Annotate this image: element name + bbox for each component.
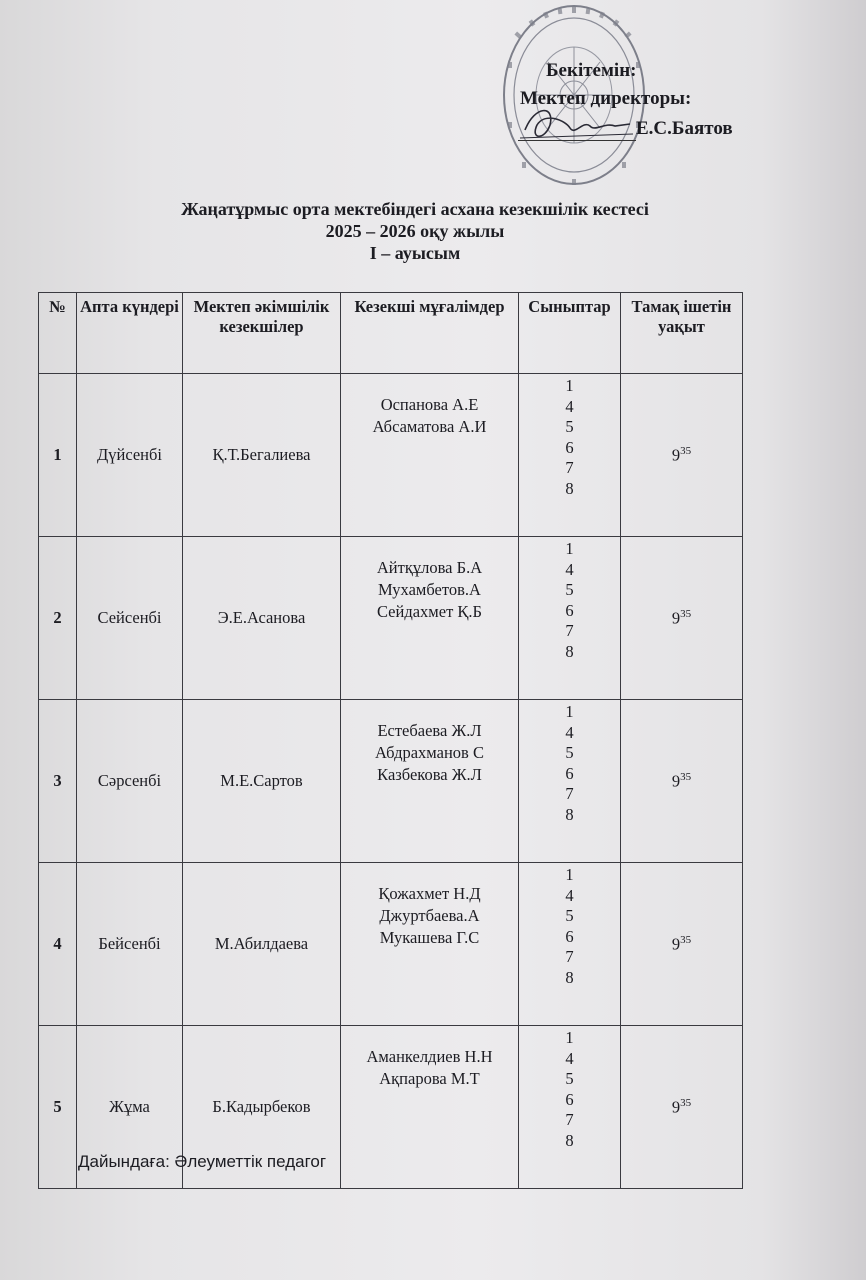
class-number: 1 — [565, 702, 574, 721]
class-number: 5 — [565, 743, 574, 762]
meal-time-hour: 9 — [671, 1097, 681, 1117]
meal-time-cell — [621, 374, 743, 537]
class-number: 1 — [565, 865, 574, 884]
header-teachers: Кезекші мұғалімдер — [341, 293, 519, 374]
row-number: 5 — [39, 1026, 77, 1189]
teachers-cell — [341, 1026, 519, 1189]
row-number: 1 — [39, 374, 77, 537]
meal-time-cell — [621, 700, 743, 863]
table-row — [39, 374, 743, 537]
approval-heading: Бекітемін: — [546, 60, 637, 81]
class-number: 7 — [565, 947, 574, 966]
meal-time-minutes: 35 — [680, 444, 692, 457]
class-number: 7 — [565, 621, 574, 640]
row-number: 2 — [39, 537, 77, 700]
day-cell: Жұма — [77, 1026, 183, 1189]
teacher-name: Казбекова Ж.Л — [377, 765, 482, 784]
class-number: 7 — [565, 458, 574, 477]
classes-cell — [519, 700, 621, 863]
teacher-name: Абсаматова А.И — [372, 417, 487, 436]
class-number: 5 — [565, 906, 574, 925]
table-row — [39, 863, 743, 1026]
class-number: 6 — [565, 926, 574, 946]
director-name: Е.С.Баятов — [636, 118, 733, 139]
class-number: 5 — [565, 417, 574, 436]
day-cell: Бейсенбі — [77, 863, 183, 1026]
classes-cell — [519, 537, 621, 700]
class-number: 4 — [565, 559, 574, 579]
day-cell: Сәрсенбі — [77, 700, 183, 863]
title-line-1: Жаңатұрмыс орта мектебіндегі асхана кезекшілік кестесі — [181, 199, 649, 219]
table-header-row — [39, 293, 743, 374]
class-number: 1 — [565, 539, 574, 558]
meal-time-minutes: 35 — [680, 770, 692, 783]
meal-time-minutes: 35 — [680, 607, 692, 620]
approval-role: Мектеп директоры: — [520, 88, 692, 109]
teacher-name: Сейдахмет Қ.Б — [376, 602, 483, 621]
class-number: 1 — [565, 1028, 574, 1047]
class-number: 8 — [565, 641, 574, 661]
day-cell: Дүйсенбі — [77, 374, 183, 537]
classes-cell — [519, 863, 621, 1026]
meal-time-cell — [621, 863, 743, 1026]
meal-time-hour: 9 — [671, 771, 681, 791]
classes-cell — [519, 1026, 621, 1189]
row-number: 4 — [39, 863, 77, 1026]
teacher-name: Естебаева Ж.Л — [377, 721, 482, 740]
row-number: 3 — [39, 700, 77, 863]
meal-time-cell — [621, 537, 743, 700]
admin-cell: Б.Кадырбеков — [183, 1026, 341, 1189]
table-row — [39, 700, 743, 863]
admin-cell: М.Е.Сартов — [183, 700, 341, 863]
meal-time-hour: 9 — [671, 445, 681, 465]
class-number: 6 — [565, 763, 574, 783]
teachers-cell — [341, 863, 519, 1026]
class-number: 8 — [565, 1130, 574, 1150]
teacher-name: Мукашева Г.С — [379, 928, 480, 947]
class-number: 1 — [565, 376, 574, 395]
signature-line — [518, 140, 636, 141]
teacher-name: Ақпарова М.Т — [379, 1069, 480, 1088]
class-number: 7 — [565, 784, 574, 803]
teacher-name: Оспанова А.Е — [380, 395, 479, 414]
class-number: 8 — [565, 967, 574, 987]
teachers-cell — [341, 374, 519, 537]
teacher-name: Абдрахманов С — [375, 743, 484, 762]
admin-cell: М.Абилдаева — [183, 863, 341, 1026]
meal-time-hour: 9 — [671, 608, 681, 628]
class-number: 4 — [565, 722, 574, 742]
teacher-name: Аманкелдиев Н.Н — [366, 1047, 493, 1066]
header-day: Апта күндері — [77, 293, 183, 374]
class-number: 4 — [565, 1048, 574, 1068]
meal-time-minutes: 35 — [680, 1096, 692, 1109]
duty-schedule-table — [38, 292, 743, 1189]
header-admin: Мектеп әкімшілік кезекшілер — [183, 293, 341, 374]
class-number: 8 — [565, 804, 574, 824]
header-num: № — [39, 293, 77, 374]
teacher-name: Қожахмет Н.Д — [378, 884, 481, 903]
class-number: 6 — [565, 1089, 574, 1109]
day-cell: Сейсенбі — [77, 537, 183, 700]
class-number: 6 — [565, 600, 574, 620]
classes-cell — [519, 374, 621, 537]
teachers-cell — [341, 700, 519, 863]
document-title — [60, 198, 770, 264]
header-classes: Сыныптар — [519, 293, 621, 374]
teacher-name: Мухамбетов.А — [378, 580, 481, 599]
class-number: 6 — [565, 437, 574, 457]
meal-time-hour: 9 — [671, 934, 681, 954]
header-time: Тамақ ішетін уақыт — [621, 293, 743, 374]
class-number: 4 — [565, 885, 574, 905]
class-number: 4 — [565, 396, 574, 416]
class-number: 5 — [565, 580, 574, 599]
meal-time-minutes: 35 — [680, 933, 692, 946]
admin-cell: Э.Е.Асанова — [183, 537, 341, 700]
table-row — [39, 537, 743, 700]
title-line-2: 2025 – 2026 оқу жылы — [325, 221, 505, 241]
title-line-3: I – ауысым — [369, 243, 461, 263]
teachers-cell — [341, 537, 519, 700]
class-number: 5 — [565, 1069, 574, 1088]
teacher-name: Джуртбаева.А — [379, 906, 480, 925]
meal-time-cell — [621, 1026, 743, 1189]
prepared-by: Дайындаға: Әлеуметтік педагог — [78, 1152, 327, 1171]
class-number: 8 — [565, 478, 574, 498]
admin-cell: Қ.Т.Бегалиева — [183, 374, 341, 537]
teacher-name: Айтқұлова Б.А — [376, 558, 483, 577]
class-number: 7 — [565, 1110, 574, 1129]
